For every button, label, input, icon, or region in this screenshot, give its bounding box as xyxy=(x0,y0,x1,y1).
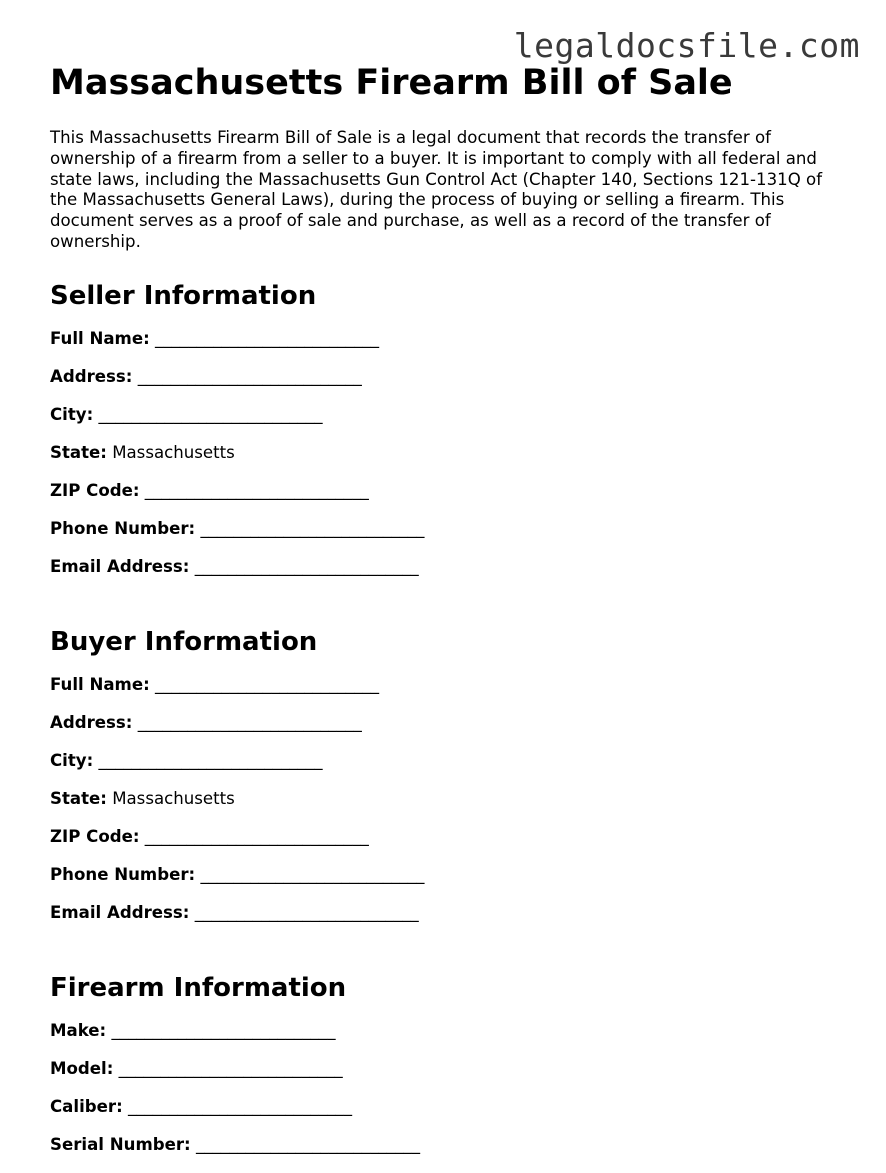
field-label: City: xyxy=(50,404,94,424)
seller-city-field[interactable] xyxy=(50,405,840,443)
firearm-make-field[interactable] xyxy=(50,1021,840,1059)
field-value: Massachusetts xyxy=(112,788,235,808)
buyer-section xyxy=(50,625,840,941)
seller-state-field xyxy=(50,443,840,481)
seller-heading: Seller Information xyxy=(50,280,317,311)
field-label: ZIP Code: xyxy=(50,826,140,846)
document-title: Massachusetts Firearm Bill of Sale xyxy=(50,63,733,103)
blank-line[interactable]: ___________________________ xyxy=(144,826,369,846)
field-label: Email Address: xyxy=(50,556,190,576)
buyer-email-field[interactable] xyxy=(50,903,840,941)
blank-line[interactable]: ___________________________ xyxy=(137,366,362,386)
field-label: Phone Number: xyxy=(50,864,196,884)
firearm-section xyxy=(50,971,840,1173)
blank-line[interactable]: ___________________________ xyxy=(194,902,419,922)
field-label: State: xyxy=(50,442,107,462)
firearm-serial-field[interactable] xyxy=(50,1135,840,1173)
blank-line[interactable]: ___________________________ xyxy=(98,404,323,424)
seller-zip-field[interactable] xyxy=(50,481,840,519)
seller-address-field[interactable] xyxy=(50,367,840,405)
seller-phone-field[interactable] xyxy=(50,519,840,557)
blank-line[interactable]: ___________________________ xyxy=(200,518,425,538)
field-label: Full Name: xyxy=(50,328,150,348)
blank-line[interactable]: ___________________________ xyxy=(195,1134,420,1154)
field-label: Model: xyxy=(50,1058,114,1078)
field-label: ZIP Code: xyxy=(50,480,140,500)
intro-paragraph: This Massachusetts Firearm Bill of Sale is a legal document that records the transfer of ownership of a firearm from a seller to a buyer. It is important to comply with all federal and state laws, including the Massachusetts Gun Control Act (Chapter 140, Sections 121-131Q of the Massachusetts General Laws), during the process of buying or selling a firearm. This document serves as a proof of sale and purchase, as well as a record of the transfer of ownership. xyxy=(50,128,823,251)
field-label: Caliber: xyxy=(50,1096,123,1116)
firearm-model-field[interactable] xyxy=(50,1059,840,1097)
field-label: City: xyxy=(50,750,94,770)
document-body xyxy=(50,60,840,1173)
field-value: Massachusetts xyxy=(112,442,235,462)
blank-line[interactable]: ___________________________ xyxy=(111,1020,336,1040)
field-label: Serial Number: xyxy=(50,1134,191,1154)
blank-line[interactable]: ___________________________ xyxy=(155,328,380,348)
field-label: State: xyxy=(50,788,107,808)
firearm-heading: Firearm Information xyxy=(50,972,347,1003)
blank-line[interactable]: ___________________________ xyxy=(144,480,369,500)
site-watermark: legaldocsfile.com xyxy=(513,26,860,65)
buyer-city-field[interactable] xyxy=(50,751,840,789)
buyer-full-name-field[interactable] xyxy=(50,675,840,713)
buyer-state-field xyxy=(50,789,840,827)
firearm-caliber-field[interactable] xyxy=(50,1097,840,1135)
blank-line[interactable]: ___________________________ xyxy=(194,556,419,576)
blank-line[interactable]: ___________________________ xyxy=(155,674,380,694)
field-label: Full Name: xyxy=(50,674,150,694)
field-label: Make: xyxy=(50,1020,107,1040)
seller-full-name-field[interactable] xyxy=(50,329,840,367)
field-label: Address: xyxy=(50,712,133,732)
field-label: Address: xyxy=(50,366,133,386)
buyer-address-field[interactable] xyxy=(50,713,840,751)
blank-line[interactable]: ___________________________ xyxy=(127,1096,352,1116)
buyer-heading: Buyer Information xyxy=(50,626,318,657)
field-label: Email Address: xyxy=(50,902,190,922)
buyer-phone-field[interactable] xyxy=(50,865,840,903)
seller-section xyxy=(50,279,840,595)
blank-line[interactable]: ___________________________ xyxy=(137,712,362,732)
blank-line[interactable]: ___________________________ xyxy=(200,864,425,884)
field-label: Phone Number: xyxy=(50,518,196,538)
seller-email-field[interactable] xyxy=(50,557,840,595)
blank-line[interactable]: ___________________________ xyxy=(118,1058,343,1078)
blank-line[interactable]: ___________________________ xyxy=(98,750,323,770)
buyer-zip-field[interactable] xyxy=(50,827,840,865)
